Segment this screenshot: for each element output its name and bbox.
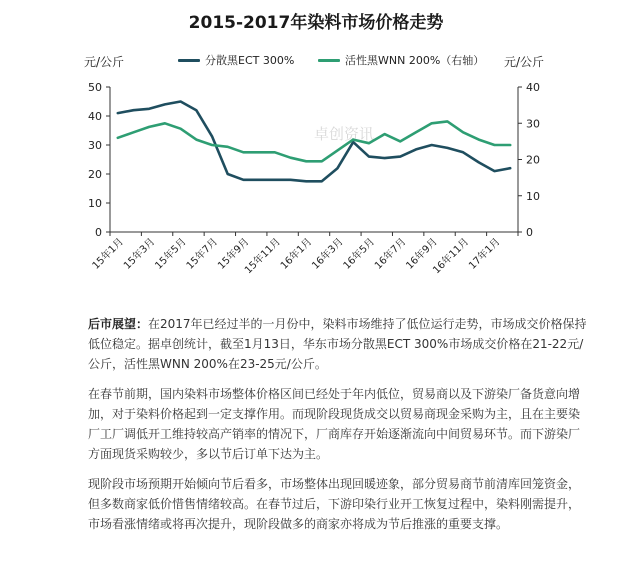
x-tick-label: 16年3月 [310,236,346,272]
right-tick-label: 30 [526,117,540,131]
legend-label-series-1: 分散黑ECT 300% [205,54,295,67]
left-tick-label: 20 [88,168,102,181]
article-paragraph-1 [88,314,588,374]
left-tick-label: 30 [88,139,102,152]
x-tick-label: 15年1月 [90,236,126,272]
x-tick-label: 16年7月 [373,236,409,272]
left-tick-label: 10 [88,197,102,210]
x-tick-label: 16年11月 [431,236,472,277]
article-paragraph-2: 在春节前期，国内染料市场整体价格区间已经处于年内低位，贸易商以及下游染厂备货意向增加，对于染料价格起到一定支撑作用。而现阶段现货成交以贸易商现金采购为主，且在主要染厂工厂调低开工维持较高产销率的情况下，厂商库存开始逐渐流向中间贸易环节。而下游染厂方面现货采购较少，多以节后订单下达为主。 [88,387,581,461]
x-tick-label: 16年1月 [278,236,315,272]
right-tick-label: 10 [526,189,540,203]
x-tick-label: 15年3月 [121,236,158,272]
legend-label-series-2: 活性黑WNN 200%（右轴） [345,54,485,67]
article-lead: 后市展望： [88,317,149,331]
watermark-text: 卓创资讯 [313,125,375,143]
left-axis-unit: 元/公斤 [84,55,125,69]
article-paragraph-3: 现阶段市场预期开始倾向节后看多，市场整体出现回暖迹象，部分贸易商节前清库回笼资金，但多数商家低价惜售情绪较高。在春节过后，下游印染行业开工恢复过程中，染料刚需提升，市场看涨情绪或将再次提升，现阶段做多的商家亦将成为节后推涨的重要支撑。 [88,477,581,531]
right-tick-label: 40 [526,81,540,94]
left-tick-label: 50 [88,81,102,94]
x-tick-label: 16年5月 [341,236,378,272]
x-tick-label: 15年9月 [216,236,252,272]
x-tick-label: 15年5月 [153,236,189,272]
left-tick-label: 40 [88,110,102,123]
x-tick-label: 16年9月 [404,236,440,272]
right-tick-label: 0 [526,226,533,239]
right-axis-unit: 元/公斤 [504,55,545,69]
article-body [88,314,588,544]
article-text-1: 在2017年已经过半的一月份中，染料市场维持了低位运行走势，市场成交价格保持低位稳定。据卓创统计，截至1月13日，华东市场分散黑ECT 300%市场成交价格在21-22元/公斤，活性黑WNN 200%在23-25元/公斤。 [88,317,587,371]
left-tick-label: 0 [95,226,102,239]
right-tick-label: 20 [526,153,540,167]
x-tick-label: 15年11月 [242,236,283,277]
x-tick-label: 17年1月 [467,236,503,272]
chart-title: 2015-2017年染料市场价格走势 [188,13,444,33]
x-tick-label: 15年7月 [184,236,221,272]
